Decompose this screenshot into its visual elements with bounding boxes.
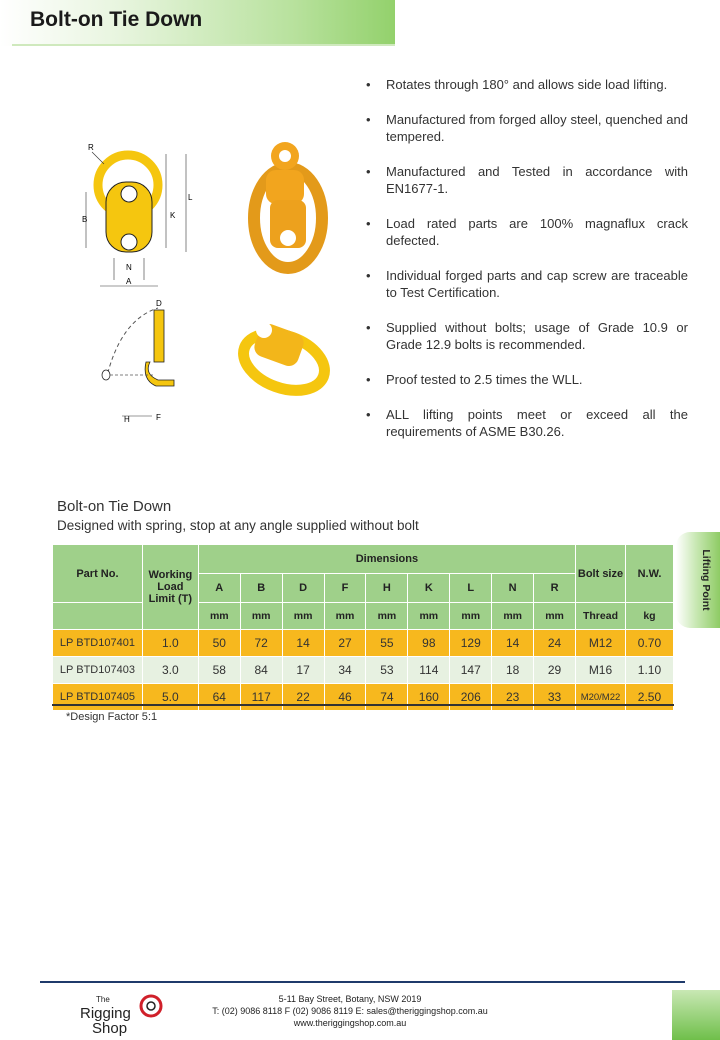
label-F: F [156, 413, 161, 422]
unit-mm: mm [366, 603, 408, 630]
cell-wll: 3.0 [142, 657, 198, 684]
unit-thread: Thread [576, 603, 626, 630]
unit-mm: mm [492, 603, 534, 630]
cell-dim: 27 [324, 630, 366, 657]
title-bar [0, 0, 395, 46]
front-view-drawing [82, 143, 193, 286]
header-bolt-size: Bolt size [576, 545, 626, 603]
cell-dim: 53 [366, 657, 408, 684]
logo-shop: Shop [92, 1020, 128, 1036]
cell-dim: 23 [492, 684, 534, 711]
footer-corner-accent [672, 990, 720, 1040]
feature-item: • Manufactured and Tested in accordance with EN1677-1. [366, 163, 688, 197]
design-factor-note: *Design Factor 5:1 [66, 711, 158, 723]
header-nw: N.W. [625, 545, 673, 603]
header-dim: D [282, 574, 324, 603]
cell-dim: 117 [240, 684, 282, 711]
cell-nw: 0.70 [625, 630, 673, 657]
cell-dim: 14 [492, 630, 534, 657]
cell-dim: 55 [366, 630, 408, 657]
cell-dim: 64 [198, 684, 240, 711]
header-wll: Working Load Limit (T) [142, 545, 198, 630]
label-H: H [124, 415, 130, 424]
spec-table [52, 544, 674, 711]
cell-nw: 1.10 [625, 657, 673, 684]
feature-item: • ALL lifting points meet or exceed all the requirements of ASME B30.26. [366, 406, 688, 440]
cell-dim: 24 [534, 630, 576, 657]
feature-list [366, 76, 688, 458]
cell-dim: 147 [450, 657, 492, 684]
feature-item: • Supplied without bolts; usage of Grade 10.9 or Grade 12.9 bolts is recommended. [366, 319, 688, 353]
cell-part: LP BTD107405 [53, 684, 143, 711]
cell-bolt: M20/M22 [576, 684, 626, 711]
unit-mm: mm [408, 603, 450, 630]
feature-item: • Manufactured from forged alloy steel, quenched and tempered. [366, 111, 688, 145]
cell-dim: 114 [408, 657, 450, 684]
label-B: B [82, 215, 88, 224]
header-dim: A [198, 574, 240, 603]
cell-dim: 129 [450, 630, 492, 657]
footer-web: www.theriggingshop.com.au [293, 1018, 407, 1028]
cell-dim: 22 [282, 684, 324, 711]
label-N: N [126, 263, 132, 272]
cell-dim: 50 [198, 630, 240, 657]
table-bottom-rule [52, 704, 674, 706]
unit-mm: mm [198, 603, 240, 630]
header-blank [53, 603, 143, 630]
cell-dim: 29 [534, 657, 576, 684]
feature-item: • Rotates through 180° and allows side load lifting. [366, 76, 688, 93]
header-part-no: Part No. [53, 545, 143, 603]
side-tab [676, 532, 720, 628]
cell-dim: 206 [450, 684, 492, 711]
cell-dim: 46 [324, 684, 366, 711]
footer-rule [40, 981, 685, 983]
side-view-drawing [102, 299, 174, 424]
section-subtitle: Designed with spring, stop at any angle supplied without bolt [57, 518, 419, 533]
side-tab-label: Lifting Point [700, 549, 712, 611]
cell-dim: 98 [408, 630, 450, 657]
header-dim: F [324, 574, 366, 603]
unit-mm: mm [324, 603, 366, 630]
label-R: R [88, 143, 94, 152]
cell-dim: 18 [492, 657, 534, 684]
product-photo-flat [236, 321, 333, 401]
label-L: L [188, 193, 193, 202]
unit-mm: mm [450, 603, 492, 630]
table-row [53, 657, 674, 684]
footer-address-block [170, 993, 530, 1029]
feature-item: • Load rated parts are 100% magnaflux crack defected. [366, 215, 688, 249]
table-row [53, 630, 674, 657]
footer-address: 5-11 Bay Street, Botany, NSW 2019 [278, 994, 422, 1004]
feature-item: • Proof tested to 2.5 times the WLL. [366, 371, 688, 388]
table-row [53, 684, 674, 711]
label-A: A [126, 277, 132, 286]
cell-dim: 72 [240, 630, 282, 657]
cell-nw: 2.50 [625, 684, 673, 711]
unit-mm: mm [240, 603, 282, 630]
cell-dim: 58 [198, 657, 240, 684]
cell-dim: 14 [282, 630, 324, 657]
cell-dim: 84 [240, 657, 282, 684]
cell-dim: 160 [408, 684, 450, 711]
cell-dim: 17 [282, 657, 324, 684]
cell-wll: 1.0 [142, 630, 198, 657]
feature-item: • Individual forged parts and cap screw are traceable to Test Certification. [366, 267, 688, 301]
header-dim: K [408, 574, 450, 603]
rigging-shop-logo [78, 988, 170, 1036]
unit-mm: mm [282, 603, 324, 630]
section-title: Bolt-on Tie Down [57, 498, 172, 515]
cell-bolt: M16 [576, 657, 626, 684]
title-underline [12, 44, 395, 46]
footer-contact: T: (02) 9086 8118 F (02) 9086 8119 E: sales@theriggingshop.com.au [212, 1006, 488, 1016]
cell-wll: 5.0 [142, 684, 198, 711]
cell-dim: 34 [324, 657, 366, 684]
cell-bolt: M12 [576, 630, 626, 657]
unit-mm: mm [534, 603, 576, 630]
header-dim: N [492, 574, 534, 603]
product-figures [70, 130, 350, 430]
page-title: Bolt-on Tie Down [30, 8, 203, 31]
label-D: D [156, 299, 162, 308]
cell-part: LP BTD107401 [53, 630, 143, 657]
cell-dim: 74 [366, 684, 408, 711]
cell-dim: 33 [534, 684, 576, 711]
header-dim: H [366, 574, 408, 603]
logo-rigging: Rigging [80, 1005, 131, 1022]
logo-the: The [96, 995, 110, 1004]
product-photo-upright [254, 142, 322, 268]
unit-kg: kg [625, 603, 673, 630]
header-dim: R [534, 574, 576, 603]
cell-part: LP BTD107403 [53, 657, 143, 684]
header-dim: L [450, 574, 492, 603]
header-dimensions: Dimensions [198, 545, 575, 574]
label-K: K [170, 211, 176, 220]
header-dim: B [240, 574, 282, 603]
